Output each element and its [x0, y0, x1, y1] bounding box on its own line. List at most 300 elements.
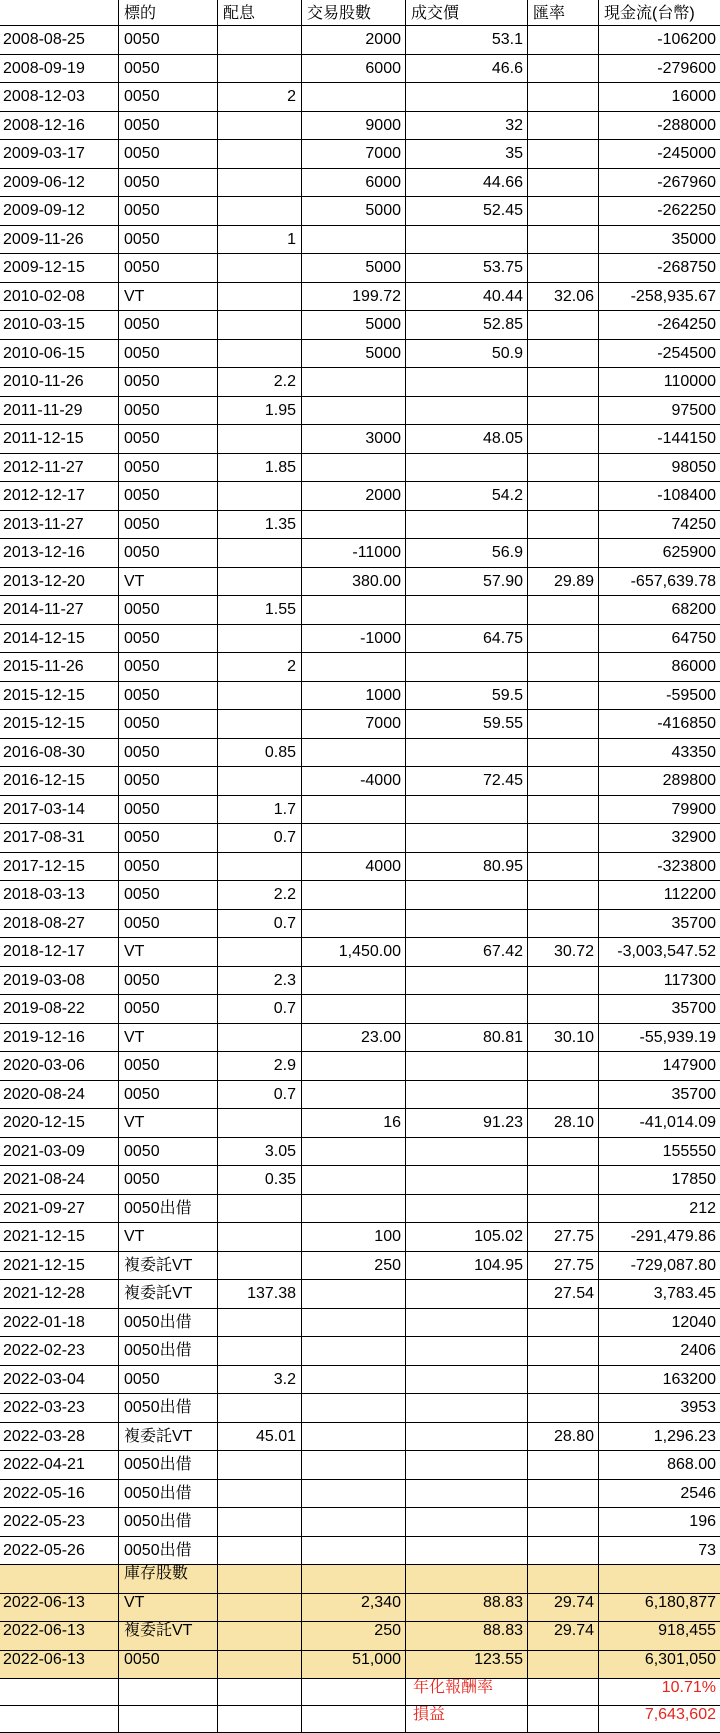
cell-cashflow[interactable]: 3,783.45: [599, 1280, 720, 1309]
cell-price[interactable]: 64.75: [406, 625, 528, 654]
cell-cashflow[interactable]: 74250: [599, 511, 720, 540]
cell-symbol[interactable]: 複委託VT: [119, 1423, 218, 1452]
cell-date[interactable]: 2019-12-16: [0, 1024, 119, 1053]
cell-fx-rate[interactable]: [528, 112, 599, 141]
cell-dividend[interactable]: 1.35: [218, 511, 302, 540]
cell-shares[interactable]: 7000: [302, 140, 406, 169]
cell-fx-rate[interactable]: [528, 796, 599, 825]
cell-price[interactable]: 50.9: [406, 340, 528, 369]
cell-shares[interactable]: 7000: [302, 710, 406, 739]
cell-date[interactable]: 2022-05-16: [0, 1480, 119, 1509]
cell-symbol[interactable]: VT: [119, 1109, 218, 1138]
cell-date[interactable]: 2015-12-15: [0, 682, 119, 711]
cell-price[interactable]: 59.55: [406, 710, 528, 739]
cell-dividend[interactable]: [218, 1024, 302, 1053]
cell-fx-rate[interactable]: [528, 1394, 599, 1423]
cell-date[interactable]: 2013-12-20: [0, 568, 119, 597]
cell-symbol[interactable]: 0050: [119, 311, 218, 340]
cell-dividend[interactable]: 2.3: [218, 967, 302, 996]
header-dividend[interactable]: 配息: [218, 0, 302, 26]
cell-date[interactable]: 2021-08-24: [0, 1166, 119, 1195]
cell-fx-rate[interactable]: [528, 767, 599, 796]
cell-cashflow[interactable]: 35700: [599, 995, 720, 1024]
cell-fx-rate[interactable]: [528, 596, 599, 625]
cell-shares[interactable]: 2000: [302, 26, 406, 55]
cell-cashflow[interactable]: -264250: [599, 311, 720, 340]
cell-shares[interactable]: [302, 1451, 406, 1480]
cell-price[interactable]: [406, 1508, 528, 1537]
cell-shares[interactable]: 4000: [302, 853, 406, 882]
cell-shares[interactable]: -1000: [302, 625, 406, 654]
cell-date[interactable]: 2010-11-26: [0, 368, 119, 397]
cell-cashflow[interactable]: 32900: [599, 824, 720, 853]
cell-symbol[interactable]: 0050: [119, 425, 218, 454]
cell-symbol[interactable]: 0050: [119, 853, 218, 882]
cell-date[interactable]: 2008-12-03: [0, 83, 119, 112]
cell-fx-rate[interactable]: [528, 682, 599, 711]
cell-cashflow[interactable]: -144150: [599, 425, 720, 454]
cell-symbol[interactable]: 0050: [119, 910, 218, 939]
cell-empty[interactable]: [528, 1565, 599, 1594]
cell-cashflow[interactable]: -657,639.78: [599, 568, 720, 597]
cell-dividend[interactable]: 137.38: [218, 1280, 302, 1309]
cell-dividend[interactable]: 2: [218, 653, 302, 682]
cell-dividend[interactable]: [218, 55, 302, 84]
cell-dividend[interactable]: 3.05: [218, 1138, 302, 1167]
cell-fx-rate[interactable]: [528, 1337, 599, 1366]
cell-symbol[interactable]: 0050: [119, 1166, 218, 1195]
cell-price[interactable]: [406, 739, 528, 768]
cell-shares[interactable]: [302, 226, 406, 255]
cell-symbol[interactable]: 複委託VT: [119, 1280, 218, 1309]
cell-cashflow[interactable]: -3,003,547.52: [599, 938, 720, 967]
cell-symbol[interactable]: 0050出借: [119, 1480, 218, 1509]
cell-fx-rate[interactable]: [528, 311, 599, 340]
cell-fx-rate[interactable]: 28.10: [528, 1109, 599, 1138]
cell-dividend[interactable]: [218, 1508, 302, 1537]
cell-date[interactable]: 2014-11-27: [0, 596, 119, 625]
cell-price[interactable]: 46.6: [406, 55, 528, 84]
cell-date[interactable]: 2017-03-14: [0, 796, 119, 825]
cell-symbol[interactable]: 0050: [119, 796, 218, 825]
cell-fx-rate[interactable]: [528, 368, 599, 397]
cell-symbol[interactable]: 0050出借: [119, 1451, 218, 1480]
cell-dividend[interactable]: [218, 254, 302, 283]
profit-label[interactable]: 損益: [406, 1706, 528, 1733]
cell-cashflow[interactable]: 68200: [599, 596, 720, 625]
cell-dividend[interactable]: 45.01: [218, 1423, 302, 1452]
cell-date[interactable]: 2018-08-27: [0, 910, 119, 939]
cell-date[interactable]: 2021-12-15: [0, 1223, 119, 1252]
cell-symbol[interactable]: VT: [119, 1024, 218, 1053]
cell-shares[interactable]: 100: [302, 1223, 406, 1252]
cell-shares[interactable]: 5000: [302, 340, 406, 369]
cell-symbol[interactable]: 0050出借: [119, 1508, 218, 1537]
cell-date[interactable]: 2011-12-15: [0, 425, 119, 454]
cell-dividend[interactable]: 0.7: [218, 824, 302, 853]
cell-price[interactable]: [406, 1138, 528, 1167]
cell-empty[interactable]: [119, 1679, 218, 1706]
cell-price[interactable]: [406, 967, 528, 996]
cell-cashflow[interactable]: -41,014.09: [599, 1109, 720, 1138]
cell-date[interactable]: 2022-04-21: [0, 1451, 119, 1480]
cell-date[interactable]: 2022-03-28: [0, 1423, 119, 1452]
header-price[interactable]: 成交價: [406, 0, 528, 26]
cell-empty[interactable]: [599, 1565, 720, 1594]
cell-cashflow[interactable]: 147900: [599, 1052, 720, 1081]
cell-shares[interactable]: 5000: [302, 197, 406, 226]
cell-cashflow[interactable]: 117300: [599, 967, 720, 996]
cell-dividend[interactable]: [218, 1109, 302, 1138]
header-shares[interactable]: 交易股數: [302, 0, 406, 26]
cell-shares[interactable]: 51,000: [302, 1651, 406, 1680]
cell-price[interactable]: [406, 1451, 528, 1480]
cell-date[interactable]: 2019-08-22: [0, 995, 119, 1024]
cell-fx-rate[interactable]: [528, 824, 599, 853]
cell-date[interactable]: 2009-09-12: [0, 197, 119, 226]
cell-cashflow[interactable]: 110000: [599, 368, 720, 397]
cell-price[interactable]: 67.42: [406, 938, 528, 967]
cell-symbol[interactable]: 0050: [119, 226, 218, 255]
cell-dividend[interactable]: [218, 1594, 302, 1623]
cell-symbol[interactable]: 0050出借: [119, 1337, 218, 1366]
cell-price[interactable]: [406, 226, 528, 255]
cell-fx-rate[interactable]: 29.89: [528, 568, 599, 597]
cell-dividend[interactable]: [218, 140, 302, 169]
cell-price[interactable]: 57.90: [406, 568, 528, 597]
cell-symbol[interactable]: 0050出借: [119, 1537, 218, 1566]
cell-symbol[interactable]: 0050: [119, 625, 218, 654]
cell-symbol[interactable]: 0050: [119, 197, 218, 226]
cell-dividend[interactable]: [218, 539, 302, 568]
cell-price[interactable]: 80.95: [406, 853, 528, 882]
cell-symbol[interactable]: 0050: [119, 1081, 218, 1110]
cell-dividend[interactable]: [218, 1622, 302, 1651]
cell-price[interactable]: [406, 653, 528, 682]
cell-price[interactable]: [406, 1423, 528, 1452]
cell-price[interactable]: [406, 368, 528, 397]
cell-price[interactable]: 104.95: [406, 1252, 528, 1281]
cell-date[interactable]: 2022-05-23: [0, 1508, 119, 1537]
cell-dividend[interactable]: [218, 482, 302, 511]
cell-fx-rate[interactable]: [528, 1451, 599, 1480]
cell-dividend[interactable]: 3.2: [218, 1366, 302, 1395]
cell-empty[interactable]: [218, 1706, 302, 1733]
cell-shares[interactable]: [302, 1480, 406, 1509]
cell-empty[interactable]: [0, 1706, 119, 1733]
cell-date[interactable]: 2020-12-15: [0, 1109, 119, 1138]
cell-fx-rate[interactable]: [528, 739, 599, 768]
cell-empty[interactable]: [528, 1679, 599, 1706]
cell-cashflow[interactable]: -55,939.19: [599, 1024, 720, 1053]
cell-shares[interactable]: [302, 1280, 406, 1309]
cell-fx-rate[interactable]: 30.72: [528, 938, 599, 967]
cell-date[interactable]: 2008-08-25: [0, 26, 119, 55]
cell-date[interactable]: 2022-06-13: [0, 1651, 119, 1680]
cell-cashflow[interactable]: 1,296.23: [599, 1423, 720, 1452]
cell-fx-rate[interactable]: [528, 140, 599, 169]
cell-cashflow[interactable]: 2546: [599, 1480, 720, 1509]
cell-shares[interactable]: 2000: [302, 482, 406, 511]
cell-cashflow[interactable]: 289800: [599, 767, 720, 796]
cell-price[interactable]: 52.85: [406, 311, 528, 340]
cell-cashflow[interactable]: 2406: [599, 1337, 720, 1366]
cell-fx-rate[interactable]: [528, 1138, 599, 1167]
cell-date[interactable]: 2013-11-27: [0, 511, 119, 540]
cell-price[interactable]: 32: [406, 112, 528, 141]
cell-symbol[interactable]: 0050: [119, 55, 218, 84]
cell-cashflow[interactable]: 163200: [599, 1366, 720, 1395]
cell-cashflow[interactable]: -268750: [599, 254, 720, 283]
cell-cashflow[interactable]: 155550: [599, 1138, 720, 1167]
cell-fx-rate[interactable]: [528, 254, 599, 283]
inventory-label[interactable]: 庫存股數: [119, 1565, 218, 1594]
cell-dividend[interactable]: [218, 1252, 302, 1281]
cell-symbol[interactable]: VT: [119, 568, 218, 597]
cell-symbol[interactable]: 0050: [119, 1651, 218, 1680]
header-symbol[interactable]: 標的: [119, 0, 218, 26]
cell-dividend[interactable]: [218, 1223, 302, 1252]
cell-fx-rate[interactable]: 27.54: [528, 1280, 599, 1309]
cell-price[interactable]: [406, 1195, 528, 1224]
cell-price[interactable]: 123.55: [406, 1651, 528, 1680]
cell-cashflow[interactable]: 17850: [599, 1166, 720, 1195]
cell-date[interactable]: 2022-03-04: [0, 1366, 119, 1395]
cell-cashflow[interactable]: 212: [599, 1195, 720, 1224]
cell-fx-rate[interactable]: [528, 1166, 599, 1195]
cell-date[interactable]: 2015-12-15: [0, 710, 119, 739]
cell-symbol[interactable]: 0050: [119, 767, 218, 796]
cell-date[interactable]: 2010-02-08: [0, 283, 119, 312]
cell-price[interactable]: [406, 83, 528, 112]
cell-fx-rate[interactable]: [528, 710, 599, 739]
cell-cashflow[interactable]: 3953: [599, 1394, 720, 1423]
cell-empty[interactable]: [528, 1706, 599, 1733]
cell-shares[interactable]: [302, 796, 406, 825]
cell-shares[interactable]: -11000: [302, 539, 406, 568]
cell-dividend[interactable]: 2.9: [218, 1052, 302, 1081]
cell-shares[interactable]: [302, 910, 406, 939]
cell-fx-rate[interactable]: [528, 881, 599, 910]
cell-shares[interactable]: [302, 1138, 406, 1167]
cell-symbol[interactable]: 0050出借: [119, 1394, 218, 1423]
cell-date[interactable]: 2009-12-15: [0, 254, 119, 283]
cell-cashflow[interactable]: -288000: [599, 112, 720, 141]
cell-date[interactable]: 2022-03-23: [0, 1394, 119, 1423]
cell-cashflow[interactable]: 98050: [599, 454, 720, 483]
cell-cashflow[interactable]: 12040: [599, 1309, 720, 1338]
cell-shares[interactable]: [302, 83, 406, 112]
annual-return-value[interactable]: 10.71%: [599, 1679, 720, 1706]
cell-symbol[interactable]: VT: [119, 283, 218, 312]
cell-shares[interactable]: 199.72: [302, 283, 406, 312]
cell-date[interactable]: 2011-11-29: [0, 397, 119, 426]
cell-fx-rate[interactable]: [528, 511, 599, 540]
cell-price[interactable]: [406, 1309, 528, 1338]
header-date[interactable]: [0, 0, 119, 26]
cell-price[interactable]: [406, 910, 528, 939]
cell-symbol[interactable]: 0050: [119, 967, 218, 996]
cell-dividend[interactable]: [218, 1195, 302, 1224]
cell-date[interactable]: 2009-06-12: [0, 169, 119, 198]
cell-cashflow[interactable]: 6,301,050: [599, 1651, 720, 1680]
cell-shares[interactable]: [302, 1081, 406, 1110]
cell-symbol[interactable]: 0050: [119, 995, 218, 1024]
cell-price[interactable]: 52.45: [406, 197, 528, 226]
cell-cashflow[interactable]: -416850: [599, 710, 720, 739]
cell-date[interactable]: 2021-12-28: [0, 1280, 119, 1309]
cell-price[interactable]: [406, 454, 528, 483]
cell-dividend[interactable]: [218, 1480, 302, 1509]
cell-dividend[interactable]: [218, 340, 302, 369]
cell-price[interactable]: 54.2: [406, 482, 528, 511]
cell-cashflow[interactable]: 43350: [599, 739, 720, 768]
cell-date[interactable]: 2010-06-15: [0, 340, 119, 369]
cell-cashflow[interactable]: 86000: [599, 653, 720, 682]
cell-cashflow[interactable]: 79900: [599, 796, 720, 825]
cell-symbol[interactable]: 0050: [119, 511, 218, 540]
cell-cashflow[interactable]: 73: [599, 1537, 720, 1566]
cell-price[interactable]: [406, 796, 528, 825]
cell-symbol[interactable]: 0050: [119, 169, 218, 198]
cell-price[interactable]: 40.44: [406, 283, 528, 312]
cell-price[interactable]: 56.9: [406, 539, 528, 568]
cell-price[interactable]: [406, 511, 528, 540]
cell-shares[interactable]: [302, 1366, 406, 1395]
cell-fx-rate[interactable]: [528, 625, 599, 654]
cell-shares[interactable]: [302, 1195, 406, 1224]
cell-shares[interactable]: [302, 596, 406, 625]
cell-shares[interactable]: [302, 1052, 406, 1081]
cell-shares[interactable]: 1,450.00: [302, 938, 406, 967]
cell-price[interactable]: [406, 397, 528, 426]
cell-cashflow[interactable]: 196: [599, 1508, 720, 1537]
cell-shares[interactable]: 380.00: [302, 568, 406, 597]
cell-symbol[interactable]: VT: [119, 1223, 218, 1252]
cell-date[interactable]: 2022-02-23: [0, 1337, 119, 1366]
cell-symbol[interactable]: 0050: [119, 254, 218, 283]
cell-cashflow[interactable]: -254500: [599, 340, 720, 369]
cell-price[interactable]: [406, 995, 528, 1024]
cell-dividend[interactable]: [218, 625, 302, 654]
cell-dividend[interactable]: [218, 311, 302, 340]
cell-dividend[interactable]: 1.95: [218, 397, 302, 426]
cell-dividend[interactable]: 0.7: [218, 910, 302, 939]
cell-fx-rate[interactable]: 27.75: [528, 1223, 599, 1252]
cell-price[interactable]: 80.81: [406, 1024, 528, 1053]
cell-cashflow[interactable]: 97500: [599, 397, 720, 426]
cell-symbol[interactable]: 0050: [119, 682, 218, 711]
cell-cashflow[interactable]: 35000: [599, 226, 720, 255]
cell-dividend[interactable]: 1.55: [218, 596, 302, 625]
cell-cashflow[interactable]: 625900: [599, 539, 720, 568]
profit-value[interactable]: 7,643,602: [599, 1706, 720, 1733]
cell-date[interactable]: 2022-06-13: [0, 1622, 119, 1651]
cell-price[interactable]: [406, 1337, 528, 1366]
cell-dividend[interactable]: [218, 1394, 302, 1423]
cell-shares[interactable]: 5000: [302, 311, 406, 340]
cell-symbol[interactable]: 0050出借: [119, 1195, 218, 1224]
cell-cashflow[interactable]: -258,935.67: [599, 283, 720, 312]
cell-dividend[interactable]: [218, 283, 302, 312]
cell-empty[interactable]: [302, 1706, 406, 1733]
annual-return-label[interactable]: 年化報酬率: [406, 1679, 528, 1706]
cell-shares[interactable]: [302, 1508, 406, 1537]
cell-symbol[interactable]: 0050: [119, 1366, 218, 1395]
cell-symbol[interactable]: 0050: [119, 596, 218, 625]
cell-fx-rate[interactable]: [528, 83, 599, 112]
cell-empty[interactable]: [406, 1565, 528, 1594]
cell-shares[interactable]: 16: [302, 1109, 406, 1138]
cell-shares[interactable]: [302, 454, 406, 483]
cell-symbol[interactable]: 0050: [119, 881, 218, 910]
cell-dividend[interactable]: 0.35: [218, 1166, 302, 1195]
cell-symbol[interactable]: 複委託VT: [119, 1622, 218, 1651]
cell-symbol[interactable]: 0050: [119, 482, 218, 511]
cell-fx-rate[interactable]: [528, 1052, 599, 1081]
cell-shares[interactable]: [302, 1309, 406, 1338]
cell-dividend[interactable]: 1.85: [218, 454, 302, 483]
cell-fx-rate[interactable]: [528, 26, 599, 55]
cell-fx-rate[interactable]: [528, 995, 599, 1024]
cell-symbol[interactable]: VT: [119, 1594, 218, 1623]
cell-date[interactable]: 2018-12-17: [0, 938, 119, 967]
cell-shares[interactable]: 5000: [302, 254, 406, 283]
cell-date[interactable]: 2009-11-26: [0, 226, 119, 255]
cell-date[interactable]: 2020-08-24: [0, 1081, 119, 1110]
cell-fx-rate[interactable]: [528, 169, 599, 198]
cell-fx-rate[interactable]: [528, 1195, 599, 1224]
cell-dividend[interactable]: [218, 169, 302, 198]
cell-dividend[interactable]: [218, 682, 302, 711]
cell-fx-rate[interactable]: [528, 340, 599, 369]
cell-fx-rate[interactable]: [528, 482, 599, 511]
cell-price[interactable]: 88.83: [406, 1594, 528, 1623]
cell-fx-rate[interactable]: [528, 397, 599, 426]
cell-symbol[interactable]: 0050: [119, 653, 218, 682]
cell-shares[interactable]: 9000: [302, 112, 406, 141]
cell-dividend[interactable]: [218, 767, 302, 796]
cell-date[interactable]: 2021-03-09: [0, 1138, 119, 1167]
cell-shares[interactable]: [302, 824, 406, 853]
cell-symbol[interactable]: 0050: [119, 368, 218, 397]
cell-fx-rate[interactable]: [528, 1508, 599, 1537]
cell-shares[interactable]: [302, 368, 406, 397]
cell-dividend[interactable]: [218, 1451, 302, 1480]
cell-cashflow[interactable]: 112200: [599, 881, 720, 910]
cell-dividend[interactable]: [218, 710, 302, 739]
cell-date[interactable]: 2016-12-15: [0, 767, 119, 796]
cell-date[interactable]: 2012-11-27: [0, 454, 119, 483]
cell-fx-rate[interactable]: 30.10: [528, 1024, 599, 1053]
cell-cashflow[interactable]: -106200: [599, 26, 720, 55]
cell-price[interactable]: 53.75: [406, 254, 528, 283]
header-cashflow[interactable]: 現金流(台幣): [599, 0, 720, 26]
cell-price[interactable]: 48.05: [406, 425, 528, 454]
cell-date[interactable]: 2019-03-08: [0, 967, 119, 996]
cell-symbol[interactable]: 0050: [119, 824, 218, 853]
cell-date[interactable]: 2016-08-30: [0, 739, 119, 768]
cell-dividend[interactable]: 1.7: [218, 796, 302, 825]
cell-cashflow[interactable]: -59500: [599, 682, 720, 711]
cell-fx-rate[interactable]: [528, 653, 599, 682]
cell-date[interactable]: 2009-03-17: [0, 140, 119, 169]
cell-cashflow[interactable]: 6,180,877: [599, 1594, 720, 1623]
cell-shares[interactable]: -4000: [302, 767, 406, 796]
cell-dividend[interactable]: [218, 112, 302, 141]
cell-fx-rate[interactable]: 29.74: [528, 1594, 599, 1623]
cell-dividend[interactable]: 0.7: [218, 995, 302, 1024]
